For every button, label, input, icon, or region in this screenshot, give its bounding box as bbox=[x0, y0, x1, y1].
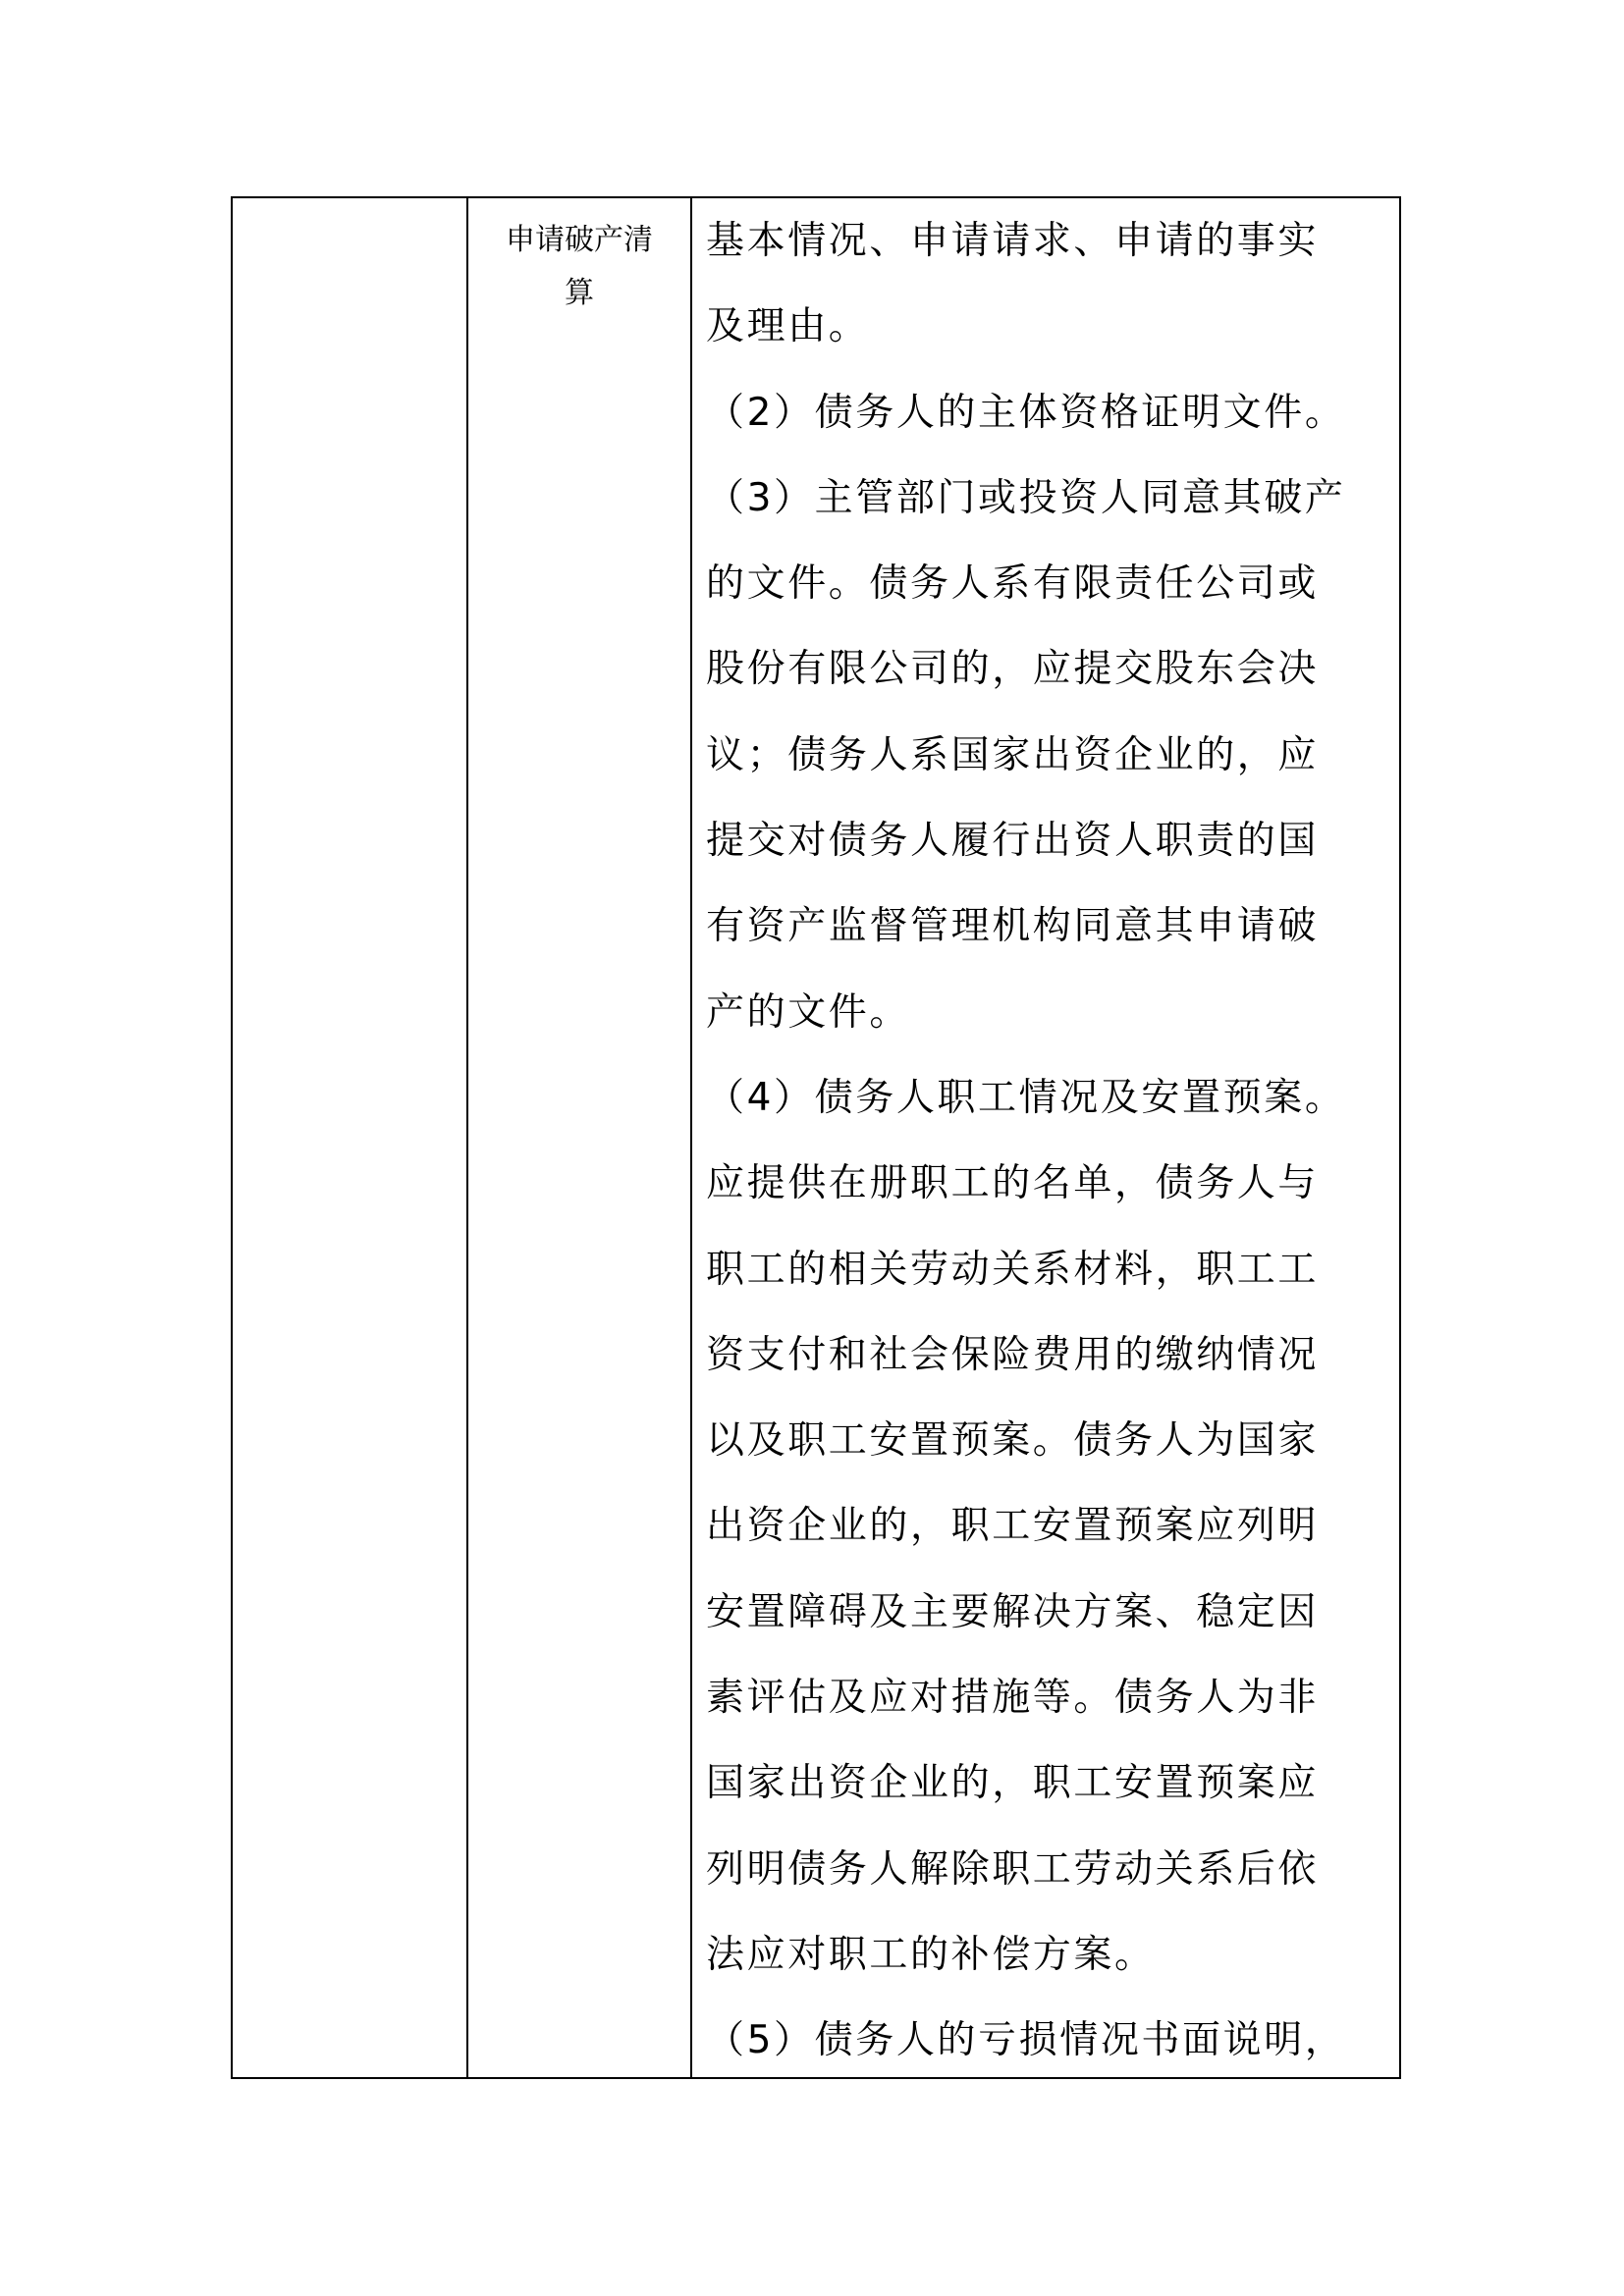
content-line-20: 列明债务人解除职工劳动关系后依 bbox=[706, 1846, 1320, 1892]
table-cell-column-3 bbox=[706, 212, 1393, 2098]
content-line-22: （5）债务人的亏损情况书面说明， bbox=[706, 2018, 1346, 2063]
content-line-4: （3）主管部门或投资人同意其破产 bbox=[706, 475, 1346, 520]
content-line-2: 及理由。 bbox=[706, 304, 870, 349]
content-line-18: 素评估及应对措施等。债务人为非 bbox=[706, 1676, 1320, 1721]
content-line-21: 法应对职工的补偿方案。 bbox=[706, 1932, 1156, 1977]
item-label-line-2: 算 bbox=[565, 276, 594, 310]
content-line-19: 国家出资企业的，职工安置预案应 bbox=[706, 1761, 1320, 1806]
content-line-6: 股份有限公司的，应提交股东会决 bbox=[706, 647, 1320, 692]
content-line-16: 出资企业的，职工安置预案应列明 bbox=[706, 1504, 1320, 1549]
item-label-line-1: 申请破产清 bbox=[506, 223, 653, 257]
content-line-13: 职工的相关劳动关系材料，职工工 bbox=[706, 1247, 1320, 1292]
column-divider-1 bbox=[466, 198, 468, 2077]
content-line-10: 产的文件。 bbox=[706, 989, 911, 1035]
document-table bbox=[231, 196, 1401, 2079]
content-line-12: 应提供在册职工的名单，债务人与 bbox=[706, 1161, 1320, 1206]
content-line-3: （2）债务人的主体资格证明文件。 bbox=[706, 390, 1346, 435]
table-cell-column-1 bbox=[233, 198, 466, 2077]
content-line-15: 以及职工安置预案。债务人为国家 bbox=[706, 1418, 1320, 1464]
content-line-1: 基本情况、申请请求、申请的事实 bbox=[706, 219, 1320, 263]
content-line-7: 议；债务人系国家出资企业的，应 bbox=[706, 732, 1320, 777]
content-line-14: 资支付和社会保险费用的缴纳情况 bbox=[706, 1332, 1320, 1377]
content-line-8: 提交对债务人履行出资人职责的国 bbox=[706, 819, 1320, 864]
content-line-5: 的文件。债务人系有限责任公司或 bbox=[706, 561, 1320, 607]
content-line-17: 安置障碍及主要解决方案、稳定因 bbox=[706, 1589, 1320, 1634]
content-line-9: 有资产监督管理机构同意其申请破 bbox=[706, 904, 1320, 949]
column-divider-2 bbox=[690, 198, 692, 2077]
content-line-11: （4）债务人职工情况及安置预案。 bbox=[706, 1075, 1346, 1120]
table-cell-column-2 bbox=[468, 214, 690, 320]
